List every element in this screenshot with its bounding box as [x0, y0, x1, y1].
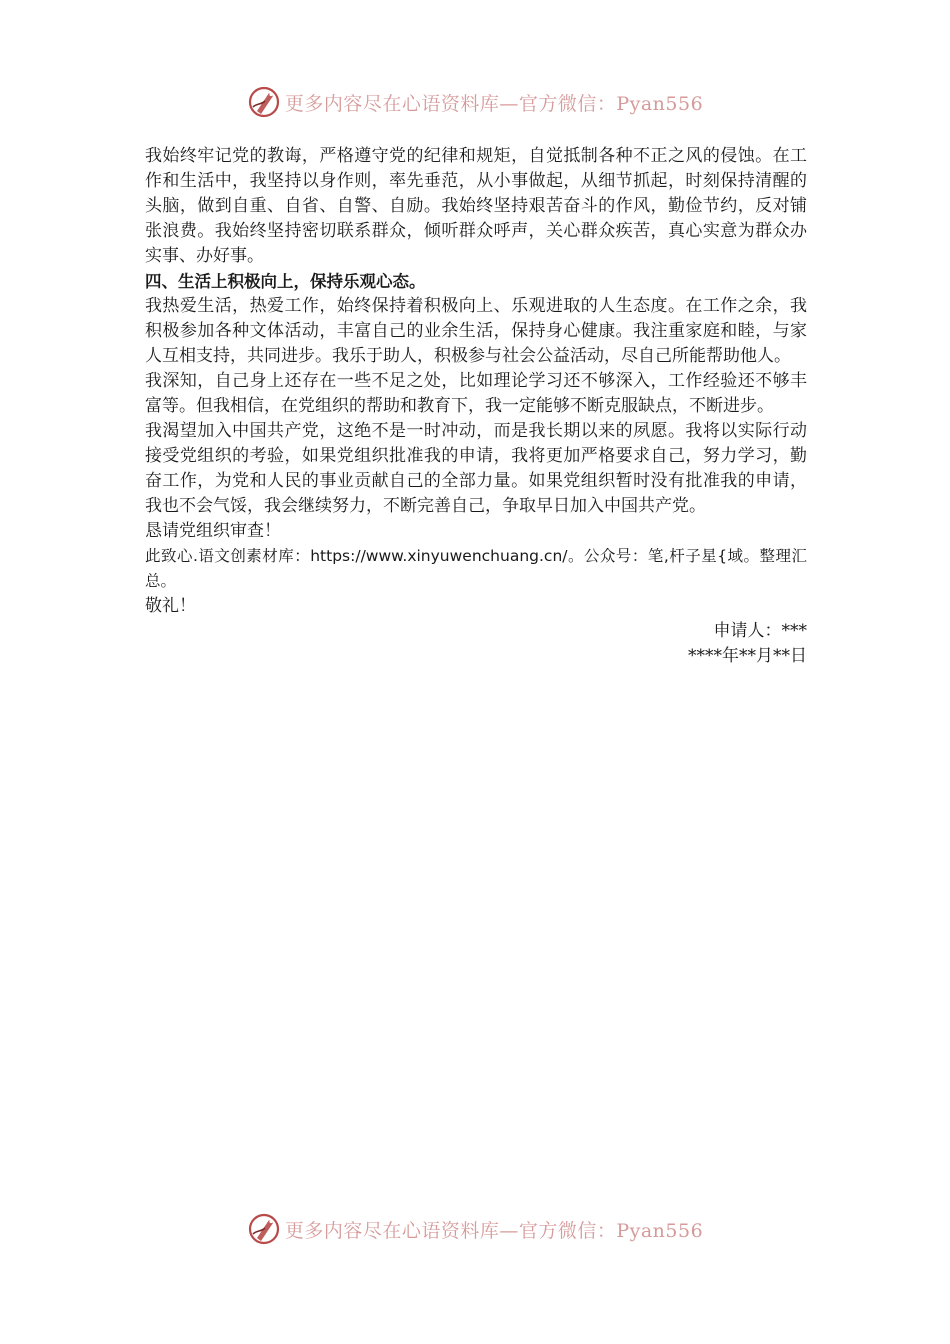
header-banner-text: 更多内容尽在心语资料库—官方微信：Pyan556	[284, 92, 704, 115]
letter-body	[145, 144, 807, 669]
applicant-signature: 申请人：***	[713, 621, 807, 641]
footer-banner-text: 更多内容尽在心语资料库—官方微信：Pyan556	[284, 1219, 704, 1242]
paragraph-3: 我深知，自己身上还存在一些不足之处，比如理论学习还不够深入，工作经验还不够丰富等。但我相信，在党组织的帮助和教育下，我一定能够不断克服缺点，不断进步。	[145, 371, 807, 416]
pen-nib-logo-icon	[247, 1212, 281, 1246]
source-note: 此致心.语文创素材库：https://www.xinyuwenchuang.cn/。公众号：笔,杆子星{域。整理汇总。	[145, 547, 807, 590]
date-line: ****年**月**日	[688, 646, 807, 666]
paragraph-1: 我始终牢记党的教诲，严格遵守党的纪律和规矩，自觉抵制各种不正之风的侵蚀。在工作和生活中，我坚持以身作则，率先垂范，从小事做起，从细节抓起，时刻保持清醒的头脑，做到自重、自省、自警、自励。我始终坚持艰苦奋斗的作风，勤俭节约，反对铺张浪费。我始终坚持密切联系群众，倾听群众呼声，关心群众疾苦，真心实意为群众办实事、办好事。	[145, 146, 807, 266]
paragraph-2: 我热爱生活，热爱工作，始终保持着积极向上、乐观进取的人生态度。在工作之余，我积极参加各种文体活动，丰富自己的业余生活，保持身心健康。我注重家庭和睦，与家人互相支持，共同进步。我乐于助人，积极参与社会公益活动，尽自己所能帮助他人。	[145, 296, 807, 366]
pen-nib-logo-icon	[247, 85, 281, 119]
header-banner	[0, 82, 950, 122]
request-line: 恳请党组织审查！	[145, 521, 281, 541]
paragraph-4: 我渴望加入中国共产党，这绝不是一时冲动，而是我长期以来的夙愿。我将以实际行动接受党组织的考验，如果党组织批准我的申请，我将更加严格要求自己，努力学习，勤奋工作，为党和人民的事业贡献自己的全部力量。如果党组织暂时没有批准我的申请，我也不会气馁，我会继续努力，不断完善自己，争取早日加入中国共产党。	[145, 421, 807, 516]
footer-banner	[0, 1209, 950, 1249]
section-heading-4: 四、生活上积极向上，保持乐观心态。	[145, 272, 426, 291]
salute-line: 敬礼！	[145, 596, 196, 616]
